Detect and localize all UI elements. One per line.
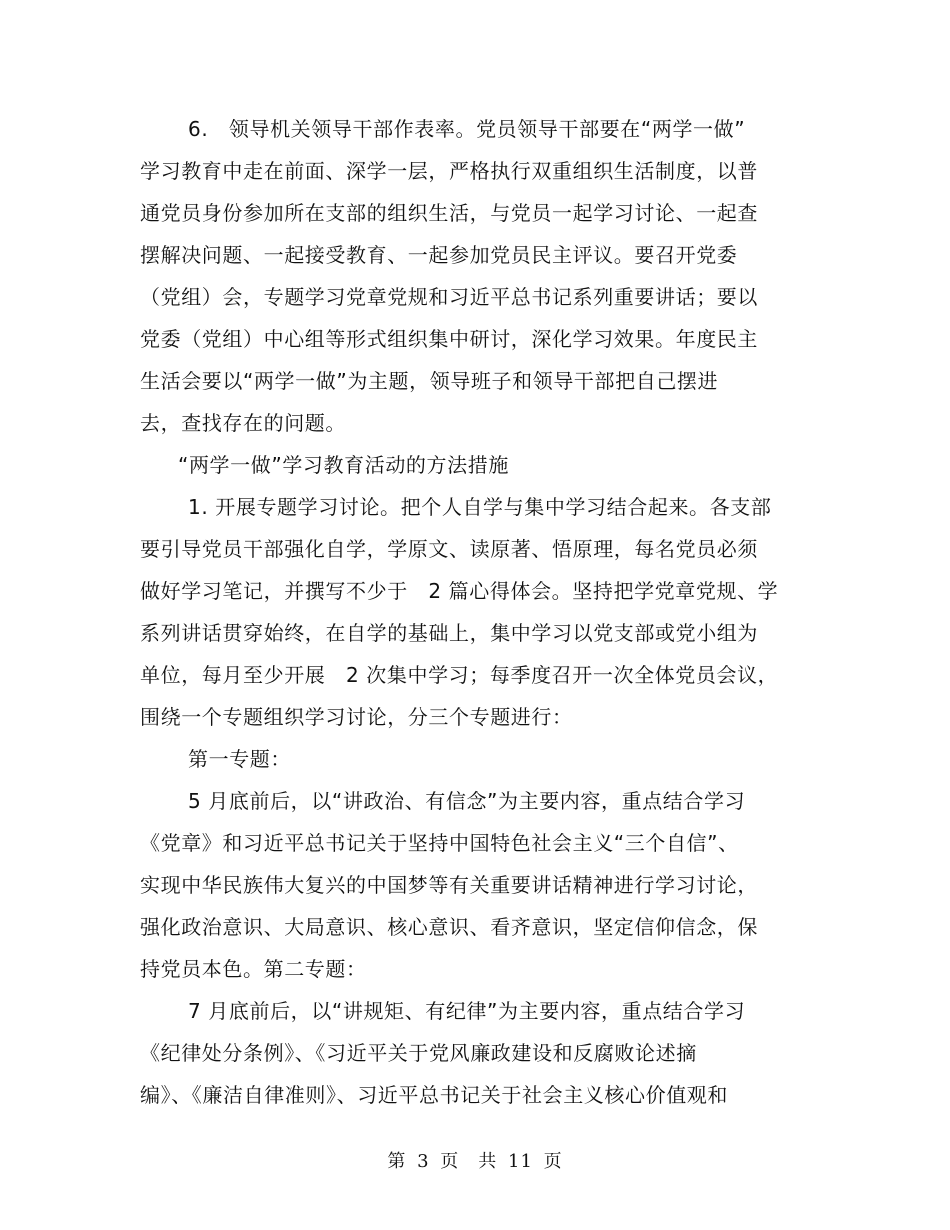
body-text-line: 要引导党员干部强化自学，学原文、读原著、悟原理，每名党员必须 <box>140 537 758 561</box>
body-text-line: 强化政治意识、大局意识、核心意识、看齐意识，坚定信仰信念，保 <box>140 915 758 939</box>
body-text-line: 《党章》和习近平总书记关于坚持中国特色社会主义“三个自信”、 <box>140 831 739 855</box>
body-text-line: 摆解决问题、一起接受教育、一起参加党员民主评议。要召开党委 <box>140 243 738 267</box>
body-text-line: 党委（党组）中心组等形式组织集中研讨，深化学习效果。年度民主 <box>140 327 758 351</box>
body-text-line: 持党员本色。第二专题： <box>140 957 367 981</box>
page-label-prefix: 第 <box>387 1151 407 1172</box>
body-text-line: （党组）会，专题学习党章党规和习近平总书记系列重要讲话；要以 <box>140 285 758 309</box>
total-pages-number: 11 <box>508 1151 533 1172</box>
current-page-number: 3 <box>417 1151 430 1172</box>
body-text-line: 单位，每月至少开展 2 次集中学习；每季度召开一次全体党员会议， <box>140 663 779 687</box>
body-text-line: 5 月底前后，以“讲政治、有信念”为主要内容，重点结合学习 <box>188 789 746 813</box>
page-label-suffix: 页 <box>543 1151 563 1172</box>
body-text-line: 《纪律处分条例》、《习近平关于党风廉政建设和反腐败论述摘 <box>140 1041 697 1065</box>
body-text-line: 实现中华民族伟大复兴的中国梦等有关重要讲话精神进行学习讨论， <box>140 873 758 897</box>
body-text-line: 通党员身份参加所在支部的组织生活，与党员一起学习讨论、一起查 <box>140 201 758 225</box>
topic-heading: 第一专题： <box>188 747 291 771</box>
body-text-line: 编》、《廉洁自律准则》、习近平总书记关于社会主义核心价值观和 <box>140 1083 728 1107</box>
page-label-mid: 页 共 <box>440 1151 498 1172</box>
body-text-line: 学习教育中走在前面、深学一层，严格执行双重组织生活制度，以普 <box>140 159 758 183</box>
body-text-line: 围绕一个专题组织学习讨论，分三个专题进行： <box>140 705 573 729</box>
body-text-line: 6. 领导机关领导干部作表率。党员领导干部要在“两学一做” <box>188 117 746 141</box>
page-footer <box>0 1150 950 1174</box>
body-text-line: 7 月底前后，以“讲规矩、有纪律”为主要内容，重点结合学习 <box>188 999 746 1023</box>
body-text-line: 系列讲话贯穿始终，在自学的基础上，集中学习以党支部或党小组为 <box>140 621 758 645</box>
body-text-line: 生活会要以“两学一做”为主题，领导班子和领导干部把自己摆进 <box>140 369 719 393</box>
body-text-line: 做好学习笔记，并撰写不少于 2 篇心得体会。坚持把学党章党规、学 <box>140 579 779 603</box>
section-heading: “两学一做”学习教育活动的方法措施 <box>178 453 509 477</box>
body-text-line: 1. 开展专题学习讨论。把个人自学与集中学习结合起来。各支部 <box>188 495 772 519</box>
body-text-line: 去，查找存在的问题。 <box>140 411 346 435</box>
